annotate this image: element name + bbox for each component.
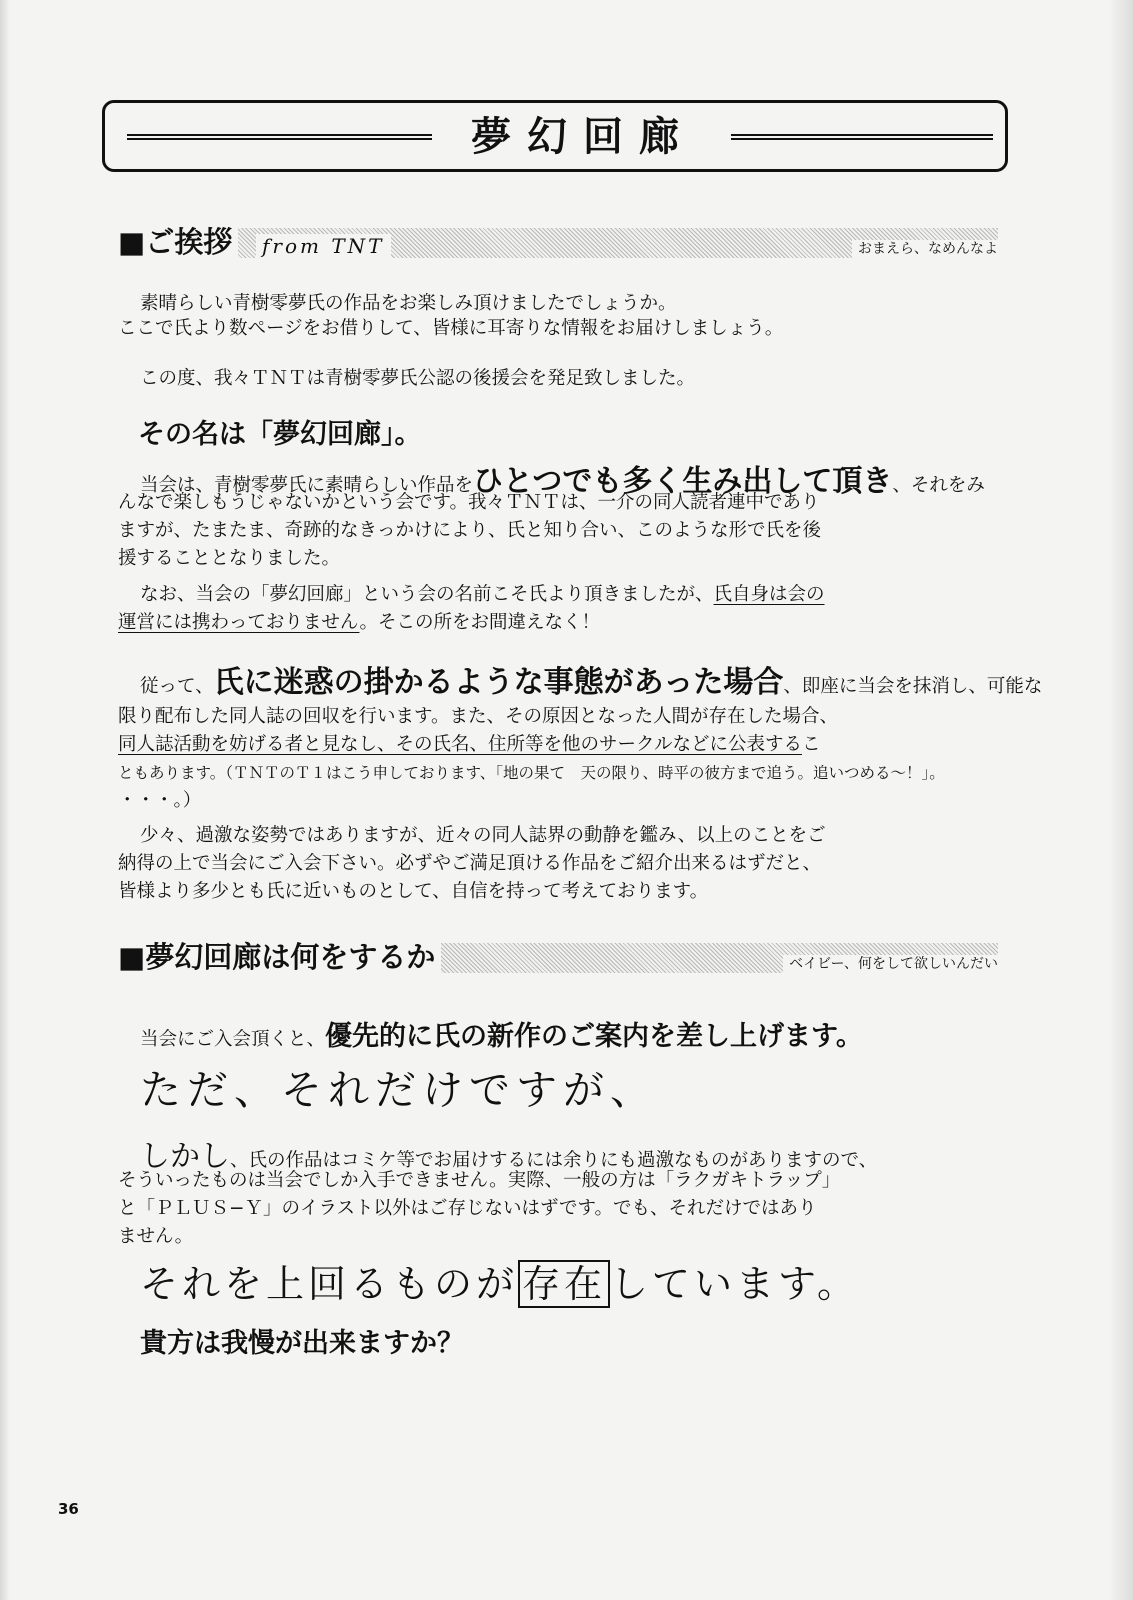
join-line (140, 1015, 863, 1062)
join-pre: 当会にご入会頂くと、 (140, 1029, 326, 1050)
title-rule-right (731, 134, 993, 140)
note-underlined-2: 運営には携わっておりません (118, 612, 360, 633)
close-line-2: 納得の上で当会にご入会下さい。必ずやご満足頂ける作品をご紹介出来るはずだと、 (118, 853, 822, 874)
page-left-edge (0, 0, 10, 1600)
just-line: ただ、それだけですが、 (140, 1066, 657, 1114)
page-number: 36 (58, 1500, 79, 1518)
goal-line-3: ますが、たまたま、奇跡的なきっかけにより、氏と知り合い、このような形で氏を後 (118, 520, 822, 541)
however-rest: 、氏の作品はコミケ等でお届けするには余りにも過激なものがありますので、 (230, 1150, 878, 1171)
section-header-greeting (118, 225, 998, 259)
goal-line-2: んなで楽しもうじゃないかという会です。我々ＴＮＴは、一介の同人読者連中であり (118, 492, 820, 513)
closing-question: 貴方は我慢が出来ますか？ (140, 1328, 464, 1359)
intro-line-2: ここで氏より数ページをお借りして、皆様に耳寄りな情報をお届けしましょう。 (118, 318, 784, 339)
goal-pre: 当会は、青樹零夢氏に素晴らしい作品を (140, 475, 474, 496)
close-line-1: 少々、過激な姿勢ではありますが、近々の同人誌界の動静を鑑み、以上のことをご (140, 825, 826, 846)
warn-line-2: 限り配布した同人誌の回収を行います。また、その原因となった人間が存在した場合、 (118, 706, 839, 727)
exists-post: しています。 (610, 1262, 859, 1306)
note-post: 。そこの所をお間違えなく！ (359, 612, 600, 633)
however-line-4: ません。 (118, 1226, 194, 1247)
warn-line-3-tail: こ (801, 734, 821, 755)
goal-post: 、それをみ (892, 475, 985, 496)
section-note-activities: ベイビー、何をして欲しいんだい (783, 955, 998, 973)
section-from: from TNT (256, 234, 391, 258)
page-right-edge (1109, 0, 1133, 1600)
however-line-3: と「ＰＬＵＳ−Ｙ」のイラスト以外はご存じないはずです。でも、それだけではあり (118, 1198, 817, 1219)
page-title: 夢幻回廊 (471, 113, 695, 160)
warn-post: 、即座に当会を抹消し、可能な (783, 676, 1043, 697)
note-line-2 (118, 608, 600, 638)
note-pre: なお、当会の「夢幻回廊」という会の名前こそ氏より頂きましたが、 (140, 584, 714, 605)
section-header-activities (118, 940, 998, 974)
goal-emph: ひとつでも多く生み出して頂き (473, 464, 893, 499)
association-name: その名は「夢幻回廊」。 (138, 419, 422, 450)
join-emph: 優先的に氏の新作のご案内を差し上げます。 (325, 1021, 863, 1052)
note-line-1 (140, 580, 825, 610)
title-rule-left (127, 134, 432, 140)
warn-underlined: 同人誌活動を妨げる者と見なし、その氏名、住所等を他のサークルなどに公表する (118, 734, 802, 755)
warn-pre: 従って、 (140, 676, 214, 697)
exists-boxed: 存在 (518, 1260, 610, 1308)
warn-emph: 氏に迷惑の掛かるような事態があった場合 (213, 665, 784, 700)
warn-line-3 (118, 730, 820, 760)
however-line-2: そういったものは当会でしか入手できません。実際、一般の方は「ラクガキトラップ」 (118, 1170, 841, 1191)
exists-line (140, 1255, 859, 1313)
section-note-greeting: おまえら、なめんなよ (852, 240, 998, 258)
warn-line-4: ともあります。（ＴＮＴのＴ１はこう申しております、「地の果て 天の限り、時平の彼方まで追う。追いつめる〜！」。 (118, 764, 945, 782)
title-banner (102, 100, 1008, 172)
close-line-3: 皆様より多少とも氏に近いものとして、自信を持って考えております。 (118, 881, 709, 902)
intro-line-1: 素晴らしい青樹零夢氏の作品をお楽しみ頂けましたでしょうか。 (140, 293, 677, 314)
however-lead: しかし (140, 1139, 230, 1174)
section-title-greeting: ■ご挨拶 (118, 226, 238, 258)
exists-pre: それを上回るものが (140, 1262, 519, 1306)
goal-line-4: 援することとなりました。 (118, 548, 341, 569)
section-title-activities: ■夢幻回廊は何をするか (118, 941, 441, 973)
note-underlined-1: 氏自身は会の (713, 584, 825, 605)
warn-line-5: ・・・。） (118, 790, 202, 811)
announce-line: この度、我々ＴＮＴは青樹零夢氏公認の後援会を発足致しました。 (140, 368, 696, 389)
